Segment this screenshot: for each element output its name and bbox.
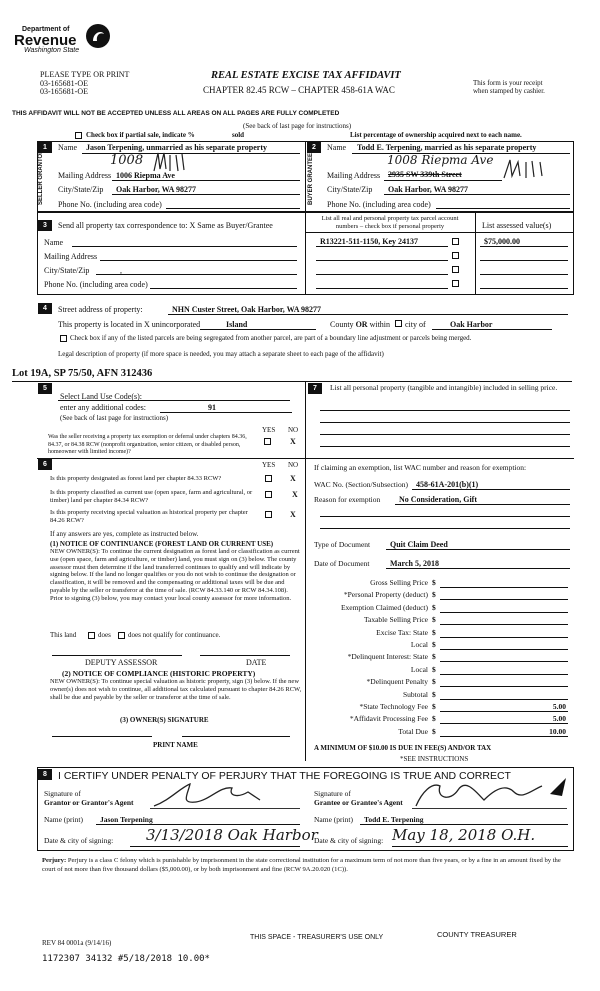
fee-underline	[440, 699, 568, 700]
partial-sale-checkbox[interactable]	[75, 132, 82, 139]
buyer-address-handwriting: 1008 Riepma Ave	[387, 153, 494, 167]
fee-label: *Delinquent Interest: State	[347, 652, 428, 662]
dollar-sign: $	[432, 627, 436, 637]
grantor-signature-drawing	[150, 780, 290, 810]
fee-underline	[440, 649, 568, 650]
perjury-notice: Perjury: Perjury is a class C felony which is punishable by imprisonment in the state correctional institution for a maximum term of not more than five years, or by a fine in an amount fixed by the court of not more than five thousand dollars ($5,000.00), or by both imprisonment and fine (RCW 9A.20.020 (1C)).	[42, 857, 561, 873]
document-date[interactable]: March 5, 2018	[390, 559, 439, 568]
fee-amount[interactable]: 5.00	[552, 714, 566, 724]
fee-label: *State Technology Fee	[359, 702, 428, 711]
fee-label: *Affidavit Processing Fee	[349, 714, 428, 724]
seller-name[interactable]: Jason Terpening, unmarried as his separate property	[86, 143, 267, 152]
fee-underline	[440, 686, 568, 687]
forest-yes-checkbox[interactable]	[265, 475, 272, 482]
within-city-checkbox[interactable]	[395, 320, 402, 327]
fee-label: Local	[410, 664, 428, 674]
seller-vertical-label: SELLER GRANTOR	[38, 149, 44, 205]
dollar-sign: $	[432, 640, 436, 649]
dollar-sign: $	[432, 677, 436, 687]
dollar-sign: $	[432, 714, 436, 724]
fee-underline	[440, 661, 568, 662]
dollar-sign: $	[432, 664, 436, 674]
property-city[interactable]: Oak Harbor	[450, 320, 493, 329]
historic-yes-checkbox[interactable]	[265, 511, 272, 518]
fee-label: *Personal Property (deduct)	[343, 590, 428, 600]
section-7-number: 7	[308, 383, 322, 394]
buyer-vertical-label: BUYER GRANTEE	[308, 152, 314, 205]
fee-label: Gross Selling Price	[370, 578, 428, 587]
seller-initials-scribble	[152, 151, 192, 173]
certify-statement: I CERTIFY UNDER PENALTY OF PERJURY THAT THE FOREGOING IS TRUE AND CORRECT	[58, 770, 511, 782]
parcel-personal-checkbox-1[interactable]	[452, 238, 459, 245]
dollar-sign: $	[432, 578, 436, 587]
dollar-sign: $	[432, 702, 436, 711]
current-use-yes-checkbox[interactable]	[265, 491, 272, 498]
assessed-value[interactable]: $75,000.00	[484, 237, 520, 246]
buyer-name[interactable]: Todd E. Terpening, married as his separate property	[357, 143, 537, 152]
exemption-reason[interactable]: No Consideration, Gift	[399, 495, 477, 504]
fee-label: Excise Tax: State	[376, 627, 428, 637]
fee-label: Local	[410, 640, 428, 649]
section-5-number: 5	[38, 383, 52, 394]
parcel-personal-checkbox-3[interactable]	[452, 266, 459, 273]
fee-underline	[440, 723, 568, 724]
seller-mailing-address[interactable]: 1006 Riepma Ave	[116, 171, 175, 180]
fee-amount[interactable]: 10.00	[549, 726, 566, 736]
fee-label: Exemption Claimed (deduct)	[340, 602, 428, 612]
land-use-label: Select Land Use Code(s):	[60, 392, 142, 401]
treasurer-stamp: 1172307 34132 #5/18/2018 10.00*	[42, 954, 210, 964]
seller-address-handwriting: 1008	[110, 153, 144, 168]
does-not-qualify-checkbox[interactable]	[118, 632, 125, 639]
buyer-mailing-address[interactable]: 2935 SW 339th Street	[388, 170, 462, 179]
buyer-initials-scribble	[502, 158, 552, 180]
form-revision: REV 84 0001a (9/14/16)	[42, 939, 112, 947]
fee-label: Taxable Selling Price	[363, 615, 428, 625]
fee-underline	[440, 624, 568, 625]
dollar-sign: $	[432, 602, 436, 612]
fee-underline	[440, 612, 568, 613]
property-county[interactable]: Island	[226, 320, 248, 329]
grantee-print-name[interactable]: Todd E. Terpening	[364, 815, 424, 824]
section-2-number: 2	[307, 142, 321, 153]
county-treasurer-label: COUNTY TREASURER	[437, 930, 517, 939]
fee-underline	[440, 599, 568, 600]
section-4-number: 4	[38, 303, 52, 314]
exemption-yes-checkbox[interactable]	[264, 438, 271, 445]
dollar-sign: $	[432, 590, 436, 600]
seller-city[interactable]: Oak Harbor, WA 98277	[116, 185, 197, 194]
grantee-date-city[interactable]: May 18, 2018 O.H.	[392, 826, 536, 844]
dollar-sign: $	[432, 615, 436, 625]
fee-label: Total Due	[398, 726, 428, 736]
grantee-signature-drawing	[410, 772, 570, 812]
document-type[interactable]: Quit Claim Deed	[390, 540, 448, 549]
affidavit-page: Department of Revenue Washington State PLEASE TYPE OR PRINT 03-165681-OE 03-165681-OE REAL ESTATE EXCISE TAX AFFIDAVIT CHAPTER 82.45 RCW – CHAPTER 458-61A WAC This form is your receipt when stamped by cashier. THIS AFFIDAVIT WILL NOT BE ACCEPTED UNLESS ALL AREAS ON ALL PAGES ARE FULLY COMPLETED (See back of last page for instructions) Check box if partial sale, indicate % sold List percentage of ownership acquired next to each name. 1 SELLER GRANTOR Name Jason Terpening, unmarried as his separate property 1008 Mailing Address 1006 Riepma Ave City/State/Zip Oak Harbor, WA 98277 Phone No. (including area code) 2 BUYER GRANTEE Name Todd E. Terpening, married as his separate property 1008 Riepma Ave Mailing Address 2935 SW 339th Street City/State/Zip Oak Harbor, WA 98277 Phone No. (including area code) 3 Send all property tax correspondence to: X Same as Buyer/Grantee Name Mailing Address City/State/Zip , Phone No. (including area code) List all real and personal property tax parcel account numbers – check box if personal property List assessed value(s) R13221-511-1150, Key 24137 $75,000.00 4 Street address of property: NHN Custer Street, Oak Harbor, WA 98277 This property is located in X unincorporated Island County OR within city of Oak Harbor Check box if any of the listed parcels are being segregated from another parcel, are part of a boundary line adjustment or parcels being merged. Legal description of property (if more space is needed, you may attach a separate sheet to each page of the affidavit) Lot 19A, SP 75/50, AFN 312436 5 Select Land Use Code(s): enter any additional codes: 91 (See back of last page for instructions) YES NO Was the seller receiving a property tax exemption or deferral under chapters 84.36, 84.37, or 84.38 RCW (nonprofit organization, senior citizen, or disabled person, homeowner with limited income)? X 6 YES NO Is this property designated as forest land per chapter 84.33 RCW? X Is this property classified as current use (open space, farm and agricultural, or timber) land per chapter 84.34 RCW? X Is this property receiving special valuation as historical property per chapter 84.26 RCW? X If any answers are yes, complete as instructed below. (1) NOTICE OF CONTINUANCE (FOREST LAND OR CURRENT USE) NEW OWNER(S): To continue the current designation as forest land or classification as current use (open space, farm and agriculture, or timber) land, you must sign on (3) below. The county assessor must then determine if the land transferred continues to qualify and will indicate by signing below. If the land no longer qualifies or you do not wish to continue the designation or classification, it will be removed and the compensating or additional taxes will be due and payable by the seller or transferor at the time of sale. (RCW 84.33.140 or RCW 84.34.108). Prior to signing (3) below, you may contact your local county assessor for more information. This land does does not qualify for continuance. DEPUTY ASSESSOR DATE (2) NOTICE OF COMPLIANCE (HISTORIC PROPERTY) NEW OWNER(S): To continue special valuation as historic property, sign (3) below. If the new owner(s) does not wish to continue, all additional tax calculated pursuant to chapter 84.26 RCW, shall be due and payable by the seller or transferor at the time of sale. (3) OWNER(S) SIGNATURE PRINT NAME 7 List all personal property (tangible and intangible) included in selling price. If claiming an exemption, list WAC number and reason for exemption: WAC No. (Section/Subsection) 458-61A-201(b)(1) Reason for exemption No Consideration, Gift Type of Document Quit Claim Deed Date of Document March 5, 2018 Gross Selling Price $ *Personal Property (deduct) $ Exemption Claimed (deduct) $ Taxable Selling Price $ Excise Tax: State $ Local $ *Delinquent Interest: State $ Local $ *Delinquent Penalty $ Subtotal $ *State Technology Fee $ 5.00 *Affidavit Processing Fee $ 5.00 Total Due $ 10.00 A MINIMUM OF $10.00 IS DUE IN FEE(S) AND/OR TAX *SEE INSTRUCTIONS 8 I CERTIFY UNDER PENALTY OF PERJURY THAT THE FOREGOING IS TRUE AND CORRECT Signature of Grantor or Grantor's Agent Signature of Grantee or Grantee's Agent Name (print) Jason Terpening Name (print) Todd E. Terpening Date & city of signing: 3/13/2018 Oak Harbor Date & city of signing: May 18, 2018 O.H. Perjury: Perjury is a class C felony which is punishable by imprisonment in the state correctional institution for a maximum term of not more than five years, or by a fine in an amount fixed by the court of not more than five thousand dollars ($5,000.00), or by both imprisonment and fine (RCW 9A.20.020 (1C)). REV 84 0001a (9/14/16) THIS SPACE - TREASURER'S USE ONLY COUNTY TREASURER 1172307 34132 #5/18/2018 10.00*	[0, 0, 600, 991]
fee-underline	[440, 711, 568, 712]
warning-text: THIS AFFIDAVIT WILL NOT BE ACCEPTED UNLESS ALL AREAS ON ALL PAGES ARE FULLY COMPLETED	[12, 110, 340, 117]
grantor-date-city[interactable]: 3/13/2018 Oak Harbor	[146, 826, 318, 844]
section-3-number: 3	[38, 220, 52, 231]
form-code-2: 03-165681-OE	[40, 87, 88, 96]
wac-number[interactable]: 458-61A-201(b)(1)	[416, 480, 479, 489]
dollar-sign: $	[432, 652, 436, 662]
fee-label: *Delinquent Penalty	[366, 677, 428, 687]
please-type: PLEASE TYPE OR PRINT	[40, 70, 130, 79]
form-subtitle: CHAPTER 82.45 RCW – CHAPTER 458-61A WAC	[203, 85, 395, 95]
buyer-city[interactable]: Oak Harbor, WA 98277	[388, 185, 469, 194]
does-qualify-checkbox[interactable]	[88, 632, 95, 639]
property-street[interactable]: NHN Custer Street, Oak Harbor, WA 98277	[172, 305, 322, 314]
parcel-number[interactable]: R13221-511-1150, Key 24137	[320, 237, 418, 246]
form-title: REAL ESTATE EXCISE TAX AFFIDAVIT	[211, 70, 401, 81]
fee-label: Subtotal	[402, 689, 428, 699]
segregated-checkbox[interactable]	[60, 335, 67, 342]
fee-underline	[440, 674, 568, 675]
fee-underline	[440, 637, 568, 638]
form-code-1: 03-165681-OE	[40, 79, 88, 88]
section-8-number: 8	[38, 769, 52, 780]
revenue-swirl-icon	[84, 22, 112, 50]
dollar-sign: $	[432, 689, 436, 699]
fee-underline	[440, 587, 568, 588]
parcel-personal-checkbox-2[interactable]	[452, 252, 459, 259]
legal-description[interactable]: Lot 19A, SP 75/50, AFN 312436	[12, 368, 153, 379]
parcel-personal-checkbox-4[interactable]	[452, 280, 459, 287]
grantor-print-name[interactable]: Jason Terpening	[100, 815, 153, 824]
section-6-number: 6	[38, 459, 52, 470]
section-1-number: 1	[38, 142, 52, 153]
dollar-sign: $	[432, 726, 436, 736]
fee-underline	[440, 736, 568, 737]
land-use-code[interactable]: 91	[208, 403, 216, 412]
fee-amount[interactable]: 5.00	[552, 702, 566, 711]
